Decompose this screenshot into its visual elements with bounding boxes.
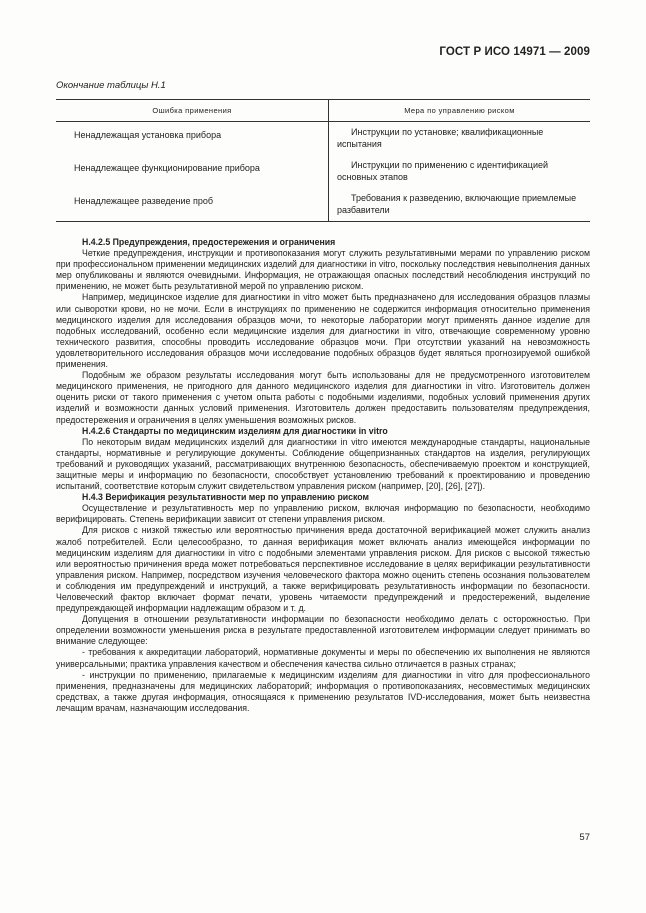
list-item: - инструкции по применению, прилагаемые к медицинским изделиям для диагностики in vitro для профессионального применения, предназначены для медицинских лабораторий; информация о противопоказаниях, несовместимых медицинских средствах, а также другая информация, относящаяся к применению результатов IVD-исследования, может быть неизвестна лечащим врачам, назначающим исследования. (56, 669, 590, 713)
use-error-table (56, 99, 590, 222)
paragraph: Для рисков с низкой тяжестью или вероятностью причинения вреда достаточной верификацией может служить анализ жалоб потребителей. Если целесообразно, то данная верификация может включать анализ имеющейся информации по медицинским изделиям для диагностики in vitro с подобными элементами управления риском. Для рисков с высокой тяжестью или вероятностью причинения вреда может потребоваться перспективное исследование в целях верификации результативности управления риском. Например, посредством изучения человеческого фактора можно оценить степень осознания пользователем и соблюдения им предупреждений и инструкций, а также верифицировать результативность информации по безопасности. Человеческий фактор включает формат печати, уровень читаемости предупреждений и предостережений, выделение предупреждающей информации надлежащим образом и т. д. (56, 525, 590, 614)
page-number: 57 (579, 832, 590, 843)
table-cell-risk-control: Инструкции по установке; квалификационные испытания (337, 127, 544, 149)
paragraph: Подобным же образом результаты исследования могут быть использованы для не предусмотренного изготовителем медицинского применения, не пригодного для данного медицинского изделия для диагностики in vitro. Изготовитель должен оценить риски от такого применения с учетом опыта работы с подобными изделиями, подобных условий применения других изделий и возможности данных условий применения. Изготовитель должен предоставить пользователям предупреждения, предостережения и ограничения в целях уменьшения возможных рисков. (56, 370, 590, 425)
table-cell-use-error: Ненадлежащее разведение проб (56, 188, 329, 222)
table-row (56, 188, 590, 222)
table-header-risk-control: Мера по управлению риском (329, 100, 591, 122)
table-cell-use-error: Ненадлежащая установка прибора (74, 130, 222, 140)
section-heading: Н.4.2.6 Стандарты по медицинским изделиям для диагностики in vitro (82, 425, 388, 436)
section-heading: Н.4.2.5 Предупреждения, предостережения и ограничения (82, 237, 336, 247)
paragraph: Например, медицинское изделие для диагностики in vitro может быть предназначено для исследования образцов плазмы или сыворотки крови, но не мочи. Если в инструкциях по применению не содержится информация относительно применения медицинского изделия для исследования образцов мочи, то некоторые лаборатории могут применять данное изделие для подобных исследований, особенно если медицинские изделия для диагностики in vitro, отвечающие современному уровню технического развития, способны проводить исследование образцов мочи. При отсутствии указаний на невозможность удовлетворительного исследования образцов мочи исследование подобных образцов будет являться прогнозируемой ошибкой применения. (56, 292, 590, 370)
body-text (56, 237, 590, 714)
table-header-use-error: Ошибка применения (56, 100, 329, 122)
table-row (56, 122, 590, 156)
list-item: - требования к аккредитации лабораторий, нормативные документы и меры по обеспечению их выполнения не являются универсальными; практика управления качеством и обеспечения качества сильно отличается в разных странах; (56, 647, 590, 669)
table-cell-risk-control: Требования к разведению, включающие приемлемые разбавители (337, 193, 577, 215)
section-heading: Н.4.3 Верификация результативности мер по управлению риском (82, 492, 369, 503)
paragraph: Осуществление и результативность мер по управлению риском, включая информацию по безопасности, необходимо верифицировать. Степень верификации зависит от степени управления риском. (56, 503, 590, 525)
paragraph: Допущения в отношении результативности информации по безопасности необходимо делать с осторожностью. При определении возможности уменьшения риска в результате предоставленной изготовителем информации следует принимать во внимание следующее: (56, 614, 590, 647)
table-cell-use-error: Ненадлежащее функционирование прибора (74, 163, 260, 173)
table-cell-risk-control: Инструкции по применению с идентификацией основных этапов (337, 160, 549, 182)
standard-header: ГОСТ Р ИСО 14971 — 2009 (439, 46, 590, 58)
paragraph: Четкие предупреждения, инструкции и противопоказания могут служить результативными мерами по управлению риском при профессиональном применении медицинских изделий для диагностики in vitro, поскольку последствия невыполнения данных мер опубликованы и являются очевидными. Информация, не отражающая опасных последствий несоблюдения инструкций по применению, не может быть результативной мерой по управлению риском. (56, 248, 590, 292)
paragraph: По некоторым видам медицинских изделий для диагностики in vitro имеются международные стандарты, национальные стандарты, нормативные и регулирующие документы. Соблюдение общепризнанных стандартов на изделия, регулирующих требований и руководящих указаний, рассматривающих внутреннюю безопасность, обеспечиваемую проектом и конструкцией, защитные меры и информацию по безопасности, способствует установлению требований к проектированию и проведению испытаний, соответствие которым служит свидетельством управления риском (например, [20], [26], [27]). (56, 436, 590, 492)
table-row (56, 155, 590, 188)
table-caption: Окончание таблицы Н.1 (56, 80, 166, 91)
